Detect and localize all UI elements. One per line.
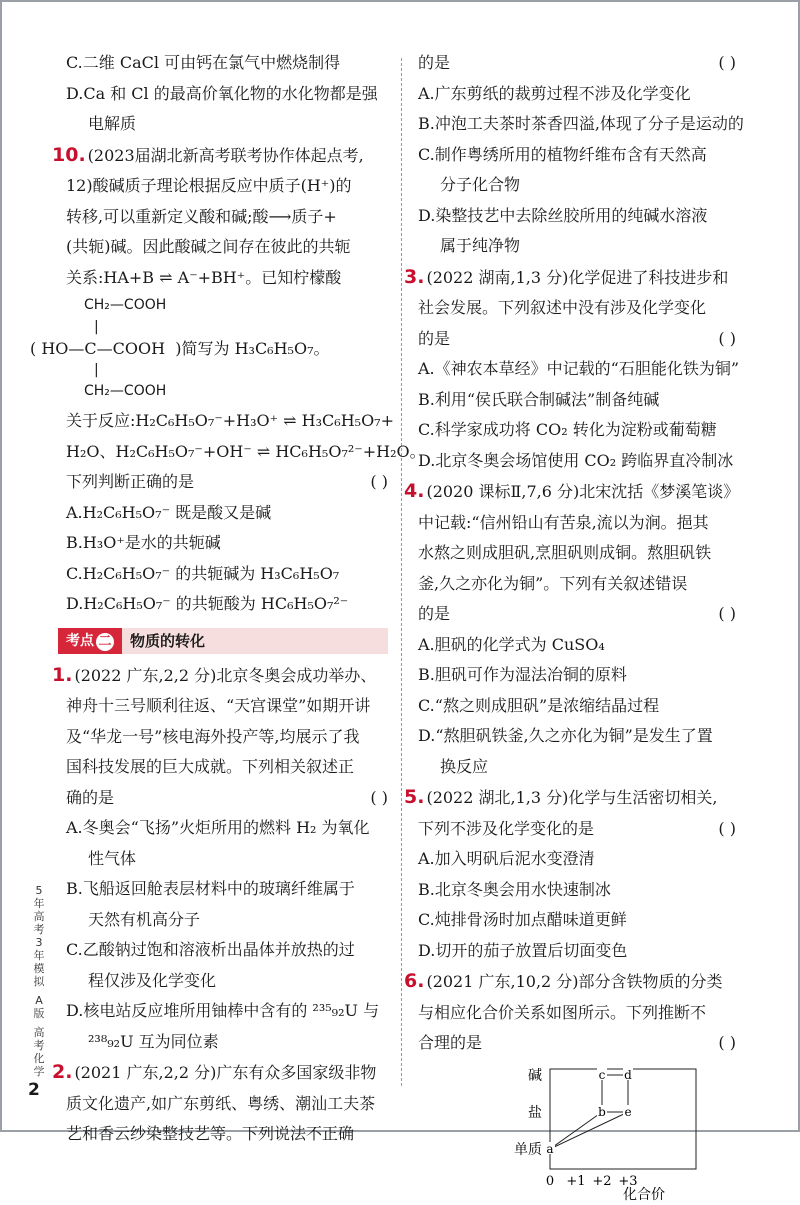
option-d[interactable]: D.染整技艺中去除丝胶所用的纯碱水溶液 <box>418 205 708 225</box>
option-b[interactable]: B.飞船返回舱表层材料中的玻璃纤维属于 <box>66 879 355 898</box>
formula-bond: | <box>94 319 99 335</box>
brand-char: 学 <box>33 1065 45 1078</box>
option-a[interactable]: A.H₂C₆H₅O₇⁻ 既是酸又是碱 <box>66 502 272 522</box>
text-line: 水熬之则成胆矾,烹胆矾则成铜。熬胆矾铁 <box>418 543 712 562</box>
left-column <box>30 48 426 1150</box>
option-b[interactable]: B.H₃O⁺是水的共轭碱 <box>66 533 221 552</box>
section-header <box>58 628 388 654</box>
text-line: 关于反应:H₂C₆H₅O₇⁻+H₃O⁺ ⇌ H₃C₆H₅O₇+ <box>66 411 395 430</box>
option-d[interactable]: D.切开的茄子放置后切面变色 <box>418 940 628 960</box>
text-line: 电解质 <box>88 114 137 133</box>
question-number: 3. <box>404 265 425 288</box>
text-line: 12)酸碱质子理论根据反应中质子(H⁺)的 <box>66 176 352 195</box>
option-c[interactable]: C.制作粤绣所用的植物纤维布含有天然高 <box>418 144 707 164</box>
text-line: 2. (2021 广东,2,2 分)广东有众多国家级非物 <box>52 1061 377 1083</box>
question-number: 6. <box>404 970 425 992</box>
text-line: 属于纯净物 <box>440 236 521 255</box>
brand-char: 高 <box>33 910 45 923</box>
question-10 <box>30 140 426 620</box>
text-line: 确的是 ( ) <box>66 783 388 814</box>
question-number: 2. <box>52 1061 73 1083</box>
brand-char: A <box>35 994 43 1007</box>
question-5 <box>404 782 736 966</box>
text-line: H₂O、H₂C₆H₅O₇⁻+OH⁻ ⇌ HC₆H₅O₇²⁻+H₂O。 <box>66 441 426 461</box>
text-line: 的是 ( ) <box>418 48 736 79</box>
option-c[interactable]: C.乙酸钠过饱和溶液析出晶体并放热的过 <box>66 940 355 959</box>
option-b[interactable]: B.利用“侯氏联合制碱法”制备纯碱 <box>418 389 660 409</box>
page-number: 2 <box>28 1080 40 1100</box>
x-tick-label: +2 <box>592 1173 612 1189</box>
text-line: 分子化合物 <box>440 175 521 194</box>
formula-bottom: CH₂—COOH <box>84 383 167 399</box>
text-line: 质文化遗产,如广东剪纸、粤绣、潮汕工夫茶 <box>66 1093 376 1113</box>
plot-frame <box>550 1069 696 1169</box>
option-d[interactable]: D.北京冬奥会场馆使用 CO₂ 跨临界直冷制冰 <box>418 450 734 470</box>
option-a[interactable]: A.加入明矾后泥水变澄清 <box>418 849 595 868</box>
x-tick-label: 0 <box>545 1173 555 1189</box>
text-line: 釜,久之亦化为铜”。下列有关叙述错误 <box>418 573 688 593</box>
text-line: 程仅涉及化学变化 <box>88 970 217 990</box>
text-line: 1. (2022 广东,2,2 分)北京冬奥会成功举办、 <box>52 663 377 686</box>
option-b[interactable]: B.北京冬奥会用水快速制冰 <box>418 879 611 899</box>
option-d[interactable]: D.核电站反应堆所用铀棒中含有的 ²³⁵₉₂U 与 <box>66 1001 380 1020</box>
answer-bracket[interactable]: ( ) <box>370 787 388 807</box>
question-2 <box>52 1057 388 1150</box>
answer-bracket[interactable]: ( ) <box>370 472 388 491</box>
section-title: 物质的转化 <box>130 631 206 650</box>
question-number: 1. <box>52 663 73 686</box>
text-line: C.二维 CaCl 可由钙在氯气中燃烧制得 <box>66 53 341 72</box>
text-line: 合理的是 ( ) <box>418 1028 736 1059</box>
option-b[interactable]: B.冲泡工夫茶时茶香四溢,体现了分子是运动的 <box>418 114 744 133</box>
option-a[interactable]: A.冬奥会“飞扬”火炬所用的燃料 H₂ 为氧化 <box>66 818 370 837</box>
option-b[interactable]: B.胆矾可作为湿法冶铜的原料 <box>418 665 627 684</box>
answer-bracket[interactable]: ( ) <box>718 604 736 623</box>
text-line: 关系:HA+B ⇌ A⁻+BH⁺。已知柠檬酸 <box>66 267 342 287</box>
brand-char: 3 <box>35 936 43 949</box>
answer-bracket[interactable]: ( ) <box>718 328 736 348</box>
brand-char: 高 <box>33 1026 45 1039</box>
option-c[interactable]: C.炖排骨汤时加点醋味道更鲜 <box>418 910 627 929</box>
option-a[interactable]: A.《神农本草经》中记载的“石胆能化铁为铜” <box>418 359 740 378</box>
option-c[interactable]: C.H₂C₆H₅O₇⁻ 的共轭碱为 H₃C₆H₅O₇ <box>66 563 340 583</box>
prev-question-options <box>66 48 388 140</box>
brand-char: 年 <box>33 949 45 962</box>
formula-top: CH₂—COOH <box>84 297 167 313</box>
question-6 <box>404 966 736 1205</box>
question-3 <box>404 262 740 477</box>
point-c: c <box>598 1067 606 1082</box>
text-line: 及“华龙一号”核电海外投产等,均展示了我 <box>66 726 360 746</box>
x-tick-label: +1 <box>566 1173 586 1189</box>
text-line: 5. (2022 湖北,1,3 分)化学与生活密切相关, <box>404 786 718 808</box>
option-d[interactable]: D.H₂C₆H₅O₇⁻ 的共轭酸为 HC₆H₅O₇²⁻ <box>66 594 349 613</box>
brand-char: 模 <box>33 962 45 975</box>
text-line: 10. (2023届湖北新高考联考协作体起点考, <box>52 143 364 166</box>
question-number: 5. <box>404 786 425 808</box>
point-d: d <box>624 1067 632 1082</box>
question-2-continued <box>418 48 744 262</box>
text-line: 国科技发展的巨大成就。下列相关叙述正 <box>66 757 355 776</box>
brand-char: 考 <box>33 923 45 936</box>
brand-char: 年 <box>33 897 45 910</box>
text-line: 6. (2021 广东,10,2 分)部分含铁物质的分类 <box>404 970 723 992</box>
formula-middle: ( HO—C—COOH )简写为 H₃C₆H₅O₇。 <box>30 339 330 358</box>
point-b: b <box>598 1104 606 1119</box>
y-tick-label: 单质 <box>514 1141 542 1158</box>
y-tick-label: 盐 <box>528 1104 542 1121</box>
text-line: 3. (2022 湖南,1,3 分)化学促进了科技进步和 <box>404 265 729 288</box>
section-tag: 考点 二 <box>58 628 122 654</box>
point-a: a <box>546 1141 554 1156</box>
brand-char: 拟 <box>33 975 45 988</box>
link-a-e <box>550 1112 628 1149</box>
question-number: 4. <box>404 480 425 502</box>
option-c[interactable]: C.“熬之则成胆矾”是浓缩结晶过程 <box>418 695 660 715</box>
x-tick-label: +3 <box>618 1173 638 1189</box>
text-line: ²³⁸₉₂U 互为同位素 <box>88 1031 219 1051</box>
citric-acid-formula <box>8 295 388 402</box>
brand-char: 5 <box>35 884 43 897</box>
question-4 <box>404 476 740 782</box>
text-line: 神舟十三号顺利往返、“天宫课堂”如期开讲 <box>66 696 371 715</box>
y-tick-label: 碱 <box>528 1067 542 1084</box>
iron-valence-chart <box>488 1065 698 1205</box>
right-column <box>404 48 744 1205</box>
text-line: 中记载:“信州铅山有苦泉,流以为涧。挹其 <box>418 512 709 532</box>
text-line: 4. (2020 课标Ⅱ,7,6 分)北宋沈括《梦溪笔谈》 <box>404 480 740 502</box>
option-a[interactable]: A.广东剪纸的裁剪过程不涉及化学变化 <box>418 83 691 103</box>
text-line: (共轭)碱。因此酸碱之间存在彼此的共轭 <box>66 237 351 256</box>
text-line: 下列判断正确的是 ( ) <box>66 467 388 498</box>
formula-bond: | <box>94 362 99 378</box>
text-line: 性气体 <box>88 848 137 868</box>
column-divider <box>401 58 402 1086</box>
brand-char: 考 <box>33 1039 45 1052</box>
question-number: 10. <box>52 143 86 166</box>
brand-char: 化 <box>33 1052 45 1065</box>
link-a-b <box>550 1112 602 1149</box>
brand-char: 版 <box>33 1007 45 1020</box>
section-number: 二 <box>96 633 114 651</box>
question-1 <box>52 660 388 1058</box>
text-line: 的是 ( ) <box>418 324 736 355</box>
text-line: D.Ca 和 Cl 的最高价氧化物的水化物都是强 <box>66 83 378 103</box>
text-line: 社会发展。下列叙述中没有涉及化学变化 <box>418 298 707 317</box>
text-line: 转移,可以重新定义酸和碱;酸⟶质子+ <box>66 206 337 226</box>
text-line: 艺和香云纱染整技艺等。下列说法不正确 <box>66 1124 355 1143</box>
point-e: e <box>624 1104 632 1119</box>
x-axis-label: 化合价 <box>623 1186 665 1203</box>
answer-bracket[interactable]: ( ) <box>718 818 736 838</box>
option-c[interactable]: C.科学家成功将 CO₂ 转化为淀粉或葡萄糖 <box>418 420 717 439</box>
option-a[interactable]: A.胆矾的化学式为 CuSO₄ <box>418 634 605 654</box>
text-line: 与相应化合价关系如图所示。下列推断不 <box>418 1002 707 1022</box>
text-line: 天然有机高分子 <box>88 909 201 929</box>
text-line: 换反应 <box>440 756 489 776</box>
text-line: 的是 ( ) <box>418 599 736 630</box>
text-line: 下列不涉及化学变化的是 ( ) <box>418 814 736 845</box>
book-brand-vertical <box>28 884 50 1078</box>
answer-bracket[interactable]: ( ) <box>718 53 736 72</box>
option-d[interactable]: D.“熬胆矾铁釜,久之亦化为铜”是发生了置 <box>418 726 713 745</box>
answer-bracket[interactable]: ( ) <box>718 1033 736 1052</box>
